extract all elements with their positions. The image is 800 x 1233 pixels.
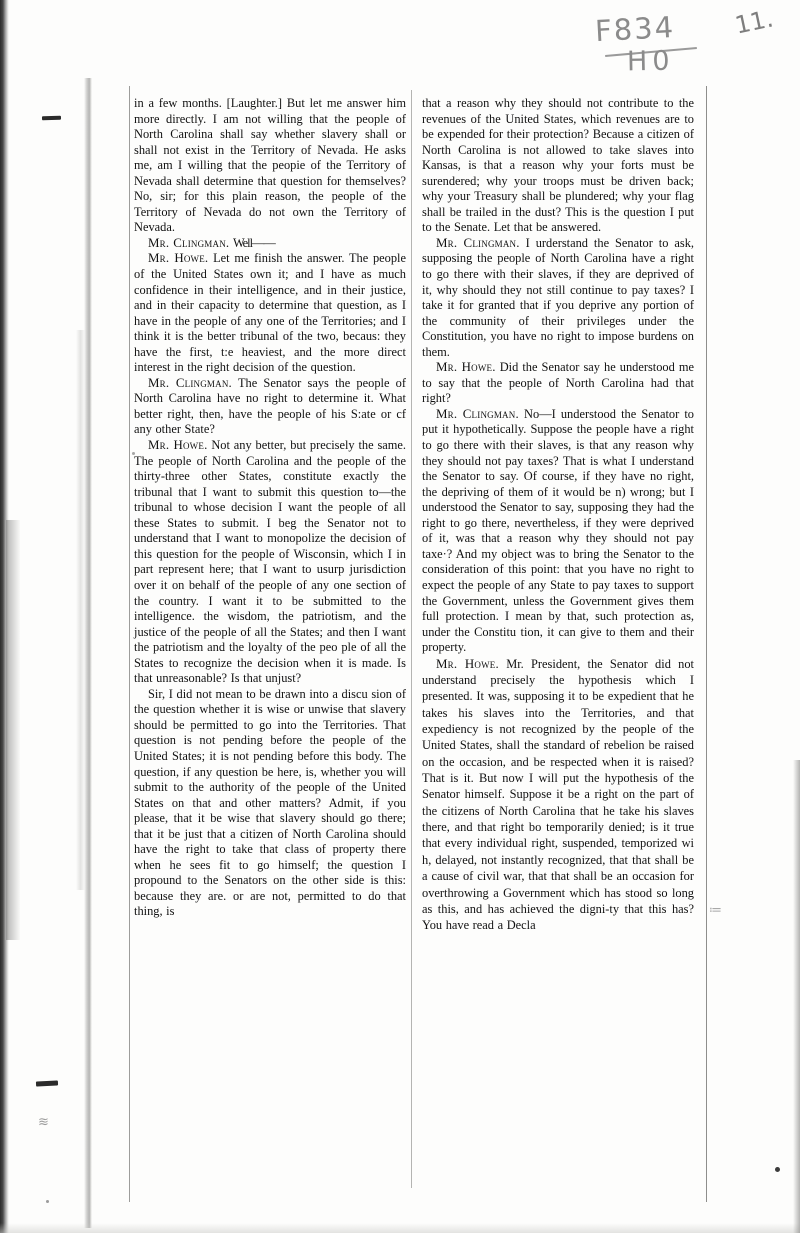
handwritten-call-number-bottom: H0 xyxy=(626,45,675,78)
paragraph xyxy=(134,376,406,438)
speaker-name: Mr. Howe. xyxy=(436,656,499,671)
paragraph-text: Sir, I did not mean to be drawn into a discu sion of the question whether it is wise or unwise that slavery should be permitted to go into the Territories. That question is not pending before the people of the United States; it is not pending before this body. The question, if any question be here, is, whether you will submit to the authority of the people of the United States on that and other matters? Admit, if you please, that it be wise that slavery should go there; that it be just that a citizen of North Carolina should have the right to take that class of property there when he sees fit to go himself; the question I propound to the Senators on the other side is this: because they are. or are not, permitted to do that thing, is xyxy=(134,686,406,919)
paragraph-text: Let me finish the answer. The people of the United States own it; and I have as much confidence in their intelligence, and in their justice, and in their capacity to determine that question, as I have in the people of any one of the Territories; and I think it is the better tribunal of the two, becaus: they have the first, t:e heaviest, and the more direct interest in the right decision of the question. xyxy=(134,251,406,375)
paragraph-text: Not any better, but precisely the same. The people of North Carolina and the people of the thirty-three other States, constitute exactly the tribunal that I want to submit this question to—the tribunal to whose decision I want the people of all these States to submit. I beg the Senator not to understand that I want to monopolize the decision of this question for the people of Wisconsin, which I in part represent here; that I want to usurp jurisdiction over it on behalf of the people of any one section of the country. I want it to be submitted to the intelligence. the wisdom, the patriotism, and the justice of the people of all the States; and then I want the patriotism and the loyalty of the peo ple of all the States to recognize the decision when it is made. Is that unreasonable? Is that unjust? xyxy=(134,438,407,686)
speaker-name: Mr. Howe. xyxy=(148,251,209,266)
speaker-name: Mr. Howe. xyxy=(148,438,208,453)
right-margin-pencil-mark-icon: ≔ xyxy=(709,903,722,918)
paragraph xyxy=(422,360,694,407)
paragraph xyxy=(422,236,694,360)
scan-bottom-shadow xyxy=(0,1223,800,1233)
paragraph-text: Did the Senator say he understood me to say that the people of North Carolina had that right? xyxy=(422,360,694,406)
speaker-name: Mr. Clingman. xyxy=(148,235,230,250)
paragraph-text: in a few months. [Laughter.] But let me answer him more directly. I am not willing that the people of North Carolina shall say whether slavery shall or shall not exist in the Territory of Nevada. He asks me, am I willing that the peopie of the Territory of Nevada shall determine that question for themselves? No, sir; for this plain reason, the people of the Territory of Nevada do not own the Territory of Nevada. xyxy=(134,96,406,235)
paragraph xyxy=(134,438,406,687)
paragraph xyxy=(422,407,694,656)
newspaper-clipping xyxy=(129,86,707,1202)
scan-left-edge-shadow-secondary xyxy=(6,520,20,940)
paragraph xyxy=(134,96,406,236)
scan-right-edge-shadow xyxy=(793,760,800,1233)
text-column-left xyxy=(134,96,406,920)
dust-speck xyxy=(775,1167,780,1172)
scan-vertical-streak xyxy=(84,78,92,1228)
paragraph-text: Well—— xyxy=(232,235,275,250)
margin-smudge-icon: ≋ xyxy=(38,1115,49,1130)
scan-vertical-streak-secondary xyxy=(76,330,85,890)
paragraph-text: I urderstand the Senator to ask, supposing the people of North Carolina have a right to go there with their slaves, if they are deprived of it, why should they not still continue to pay taxes? I take it for granted that if you deprive any portion of the community of their privileges under the Constitution, you have no right to impose burdens on them. xyxy=(422,235,694,359)
text-column-right xyxy=(422,96,694,934)
speaker-name: Mr. Clingman. xyxy=(436,235,520,250)
margin-dash-mark-top xyxy=(42,116,61,121)
handwritten-page-number: 11. xyxy=(732,4,776,40)
paragraph xyxy=(134,236,406,252)
handwritten-call-number-top: F834 xyxy=(594,9,676,49)
paragraph-text: No—I understood the Senator to put it hypothetically. Suppose the people have a right to go there with their slaves, is that any reason why they should not pay taxes? That is what I understand the Senator to say. Of course, if they have no right, the depriving of them of it would be n) wrong; but I understood the Senator to say, supposing they had the right to go there, nevertheless, if they were deprived of it, was that a reason why they should not pay taxe·? And my object was to bring the Senator to the consideration of this point: that you have no right to expect the people of any State to pay taxes to support the Government, unless the Government gives them full protection. I mean by that, such protection as, under the Constitu tion, it can give to them and their property. xyxy=(422,406,694,655)
margin-dash-mark-bottom xyxy=(36,1080,58,1086)
paragraph-text: Mr. President, the Senator did not understand precisely the hypothesis which I presented. It was, supposing it to be expedient that he takes his slaves into the Territories, and that expediency is not recognized by the people of the United States, shall the standard of rebelion be raised on the occasion, and be respected when it is raised? That is it. But now I will put the hypothesis of the Senator himself. Suppose it be a right on the part of the citizens of North Carolina that he take his slaves there, and that right bo temporarily denied; is it true that every individual right, suspended, temporized wi h, delayed, not instantly recognized, that that shall be a cause of civil war, that that shall be an occasion for overthrowing a Government which has stood so long as this, and has achieved the digni-ty that this has? You have read a Decla xyxy=(422,656,694,933)
column-divider-rule xyxy=(411,90,412,1188)
paragraph-text: that a reason why they should not contribute to the revenues of the United States, which revenues are to be expended for their protection? Because a citizen of North Carolina is not allowed to take slaves into Kansas, is that a reason why your forts must be surendered; why your troops must be driven back; why your Treasury shall be plundered; why your flag shall be trailed in the dust? This is the question I put to the Senate. Let that be answered. xyxy=(422,96,694,235)
speaker-name: Mr. Clingman. xyxy=(436,406,519,421)
speaker-name: Mr. Howe. xyxy=(436,360,496,375)
paragraph-text: The Senator says the people of North Carolina have no right to determine it. What better right, then, have the people of his S:ate or cf any other State? xyxy=(134,375,406,437)
paragraph xyxy=(422,96,694,236)
speaker-name: Mr. Clingman. xyxy=(148,375,232,390)
paragraph xyxy=(134,251,406,375)
paragraph xyxy=(422,656,694,934)
dust-speck xyxy=(46,1200,49,1203)
paragraph xyxy=(134,687,406,920)
